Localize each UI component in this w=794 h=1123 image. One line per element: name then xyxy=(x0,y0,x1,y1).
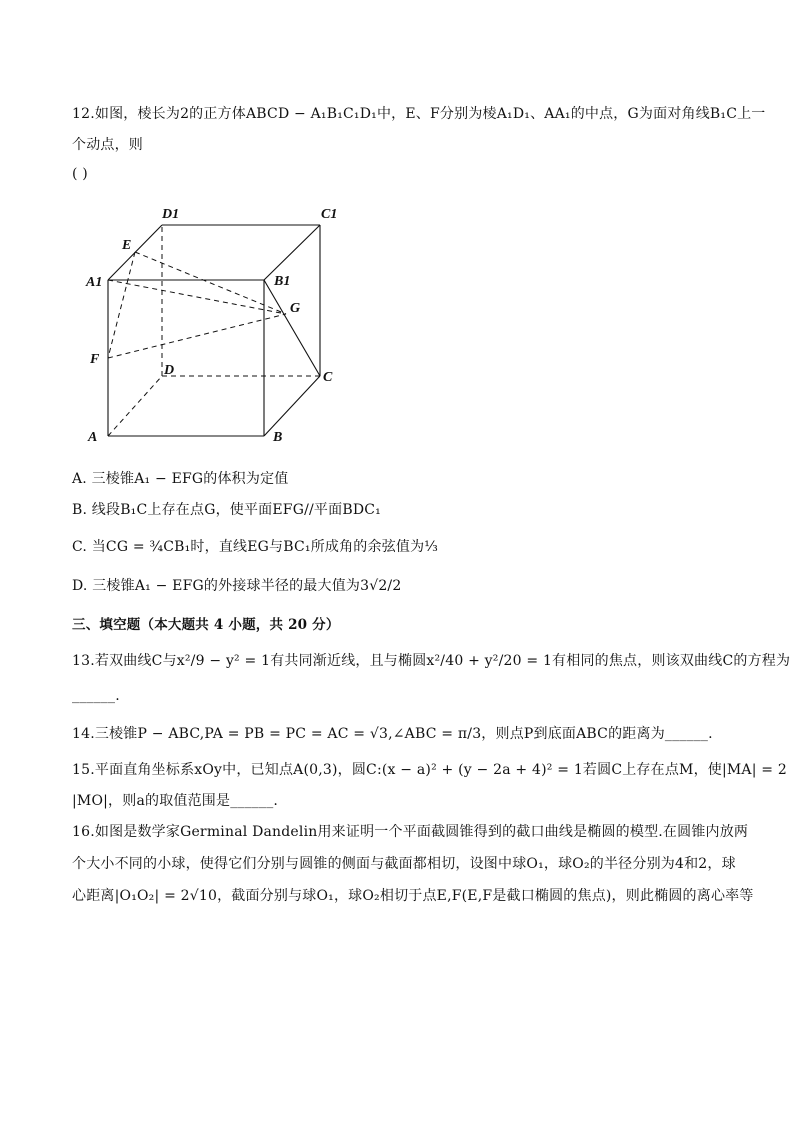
q13-text: 13.若双曲线C与x²/9 − y² = 1有共同渐近线，且与椭圆x²/40 + y²/20 = 1有相同的焦点，则该双曲线C的方程为 xyxy=(72,653,791,669)
label-a1: A1 xyxy=(86,275,103,290)
label-c: C xyxy=(323,370,333,385)
label-c1: C1 xyxy=(321,207,338,222)
q13-blank: ______. xyxy=(72,688,120,704)
q15-text-line2: |MO|，则a的取值范围是______. xyxy=(72,793,279,809)
label-f: F xyxy=(90,352,100,367)
q15-text-line1: 15.平面直角坐标系xOy中，已知点A(0,3)，圆C:(x − a)² + (y − 2a + 4)² = 1若圆C上存在点M，使|MA| = 2 xyxy=(72,762,787,778)
edge-b1c1 xyxy=(264,225,320,280)
segment-eg xyxy=(135,252,286,314)
section-3-title: 三、填空题（本大题共 4 小题，共 20 分） xyxy=(72,617,340,633)
cube-figure xyxy=(80,196,350,448)
q12-stem-line1: 12.如图，棱长为2的正方体ABCD − A₁B₁C₁D₁中，E、F分别为棱A₁D₁、AA₁的中点，G为面对角线B₁C上一 xyxy=(72,106,766,122)
q14-text: 14.三棱锥P − ABC,PA = PB = PC = AC = √3,∠ABC = π/3，则点P到底面ABC的距离为______. xyxy=(72,726,713,742)
hidden-edge-ad xyxy=(108,376,162,436)
segment-ef xyxy=(108,252,135,358)
label-e: E xyxy=(122,238,132,253)
q12-option-c: C. 当CG = ¾CB₁时，直线EG与BC₁所成角的余弦值为⅓ xyxy=(72,539,439,555)
q12-option-b: B. 线段B₁C上存在点G，使平面EFG//平面BDC₁ xyxy=(72,502,381,518)
edge-bc xyxy=(264,376,320,436)
q16-text-line1: 16.如图是数学家Germinal Dandelin用来证明一个平面截圆锥得到的截口曲线是椭圆的模型.在圆锥内放两 xyxy=(72,824,749,840)
label-b: B xyxy=(273,430,283,445)
q12-option-a: A. 三棱锥A₁ − EFG的体积为定值 xyxy=(72,471,289,487)
label-a: A xyxy=(88,430,98,445)
segment-a1g xyxy=(108,280,286,314)
label-d1: D1 xyxy=(162,207,180,222)
segment-b1c xyxy=(264,280,320,376)
segment-fg xyxy=(108,314,286,358)
q12-answer-bracket: ( ) xyxy=(72,166,88,182)
label-b1: B1 xyxy=(274,274,291,289)
label-d: D xyxy=(164,363,175,378)
label-g: G xyxy=(290,301,301,316)
q16-text-line2: 个大小不同的小球，使得它们分别与圆锥的侧面与截面都相切，设图中球O₁，球O₂的半径分别为4和2，球 xyxy=(72,856,736,872)
q12-option-d: D. 三棱锥A₁ − EFG的外接球半径的最大值为3√2/2 xyxy=(72,578,402,594)
q12-stem-line2: 个动点，则 xyxy=(72,137,143,153)
q16-text-line3: 心距离|O₁O₂| = 2√10，截面分别与球O₁，球O₂相切于点E,F(E,F是截口椭圆的焦点)，则此椭圆的离心率等 xyxy=(72,888,754,904)
